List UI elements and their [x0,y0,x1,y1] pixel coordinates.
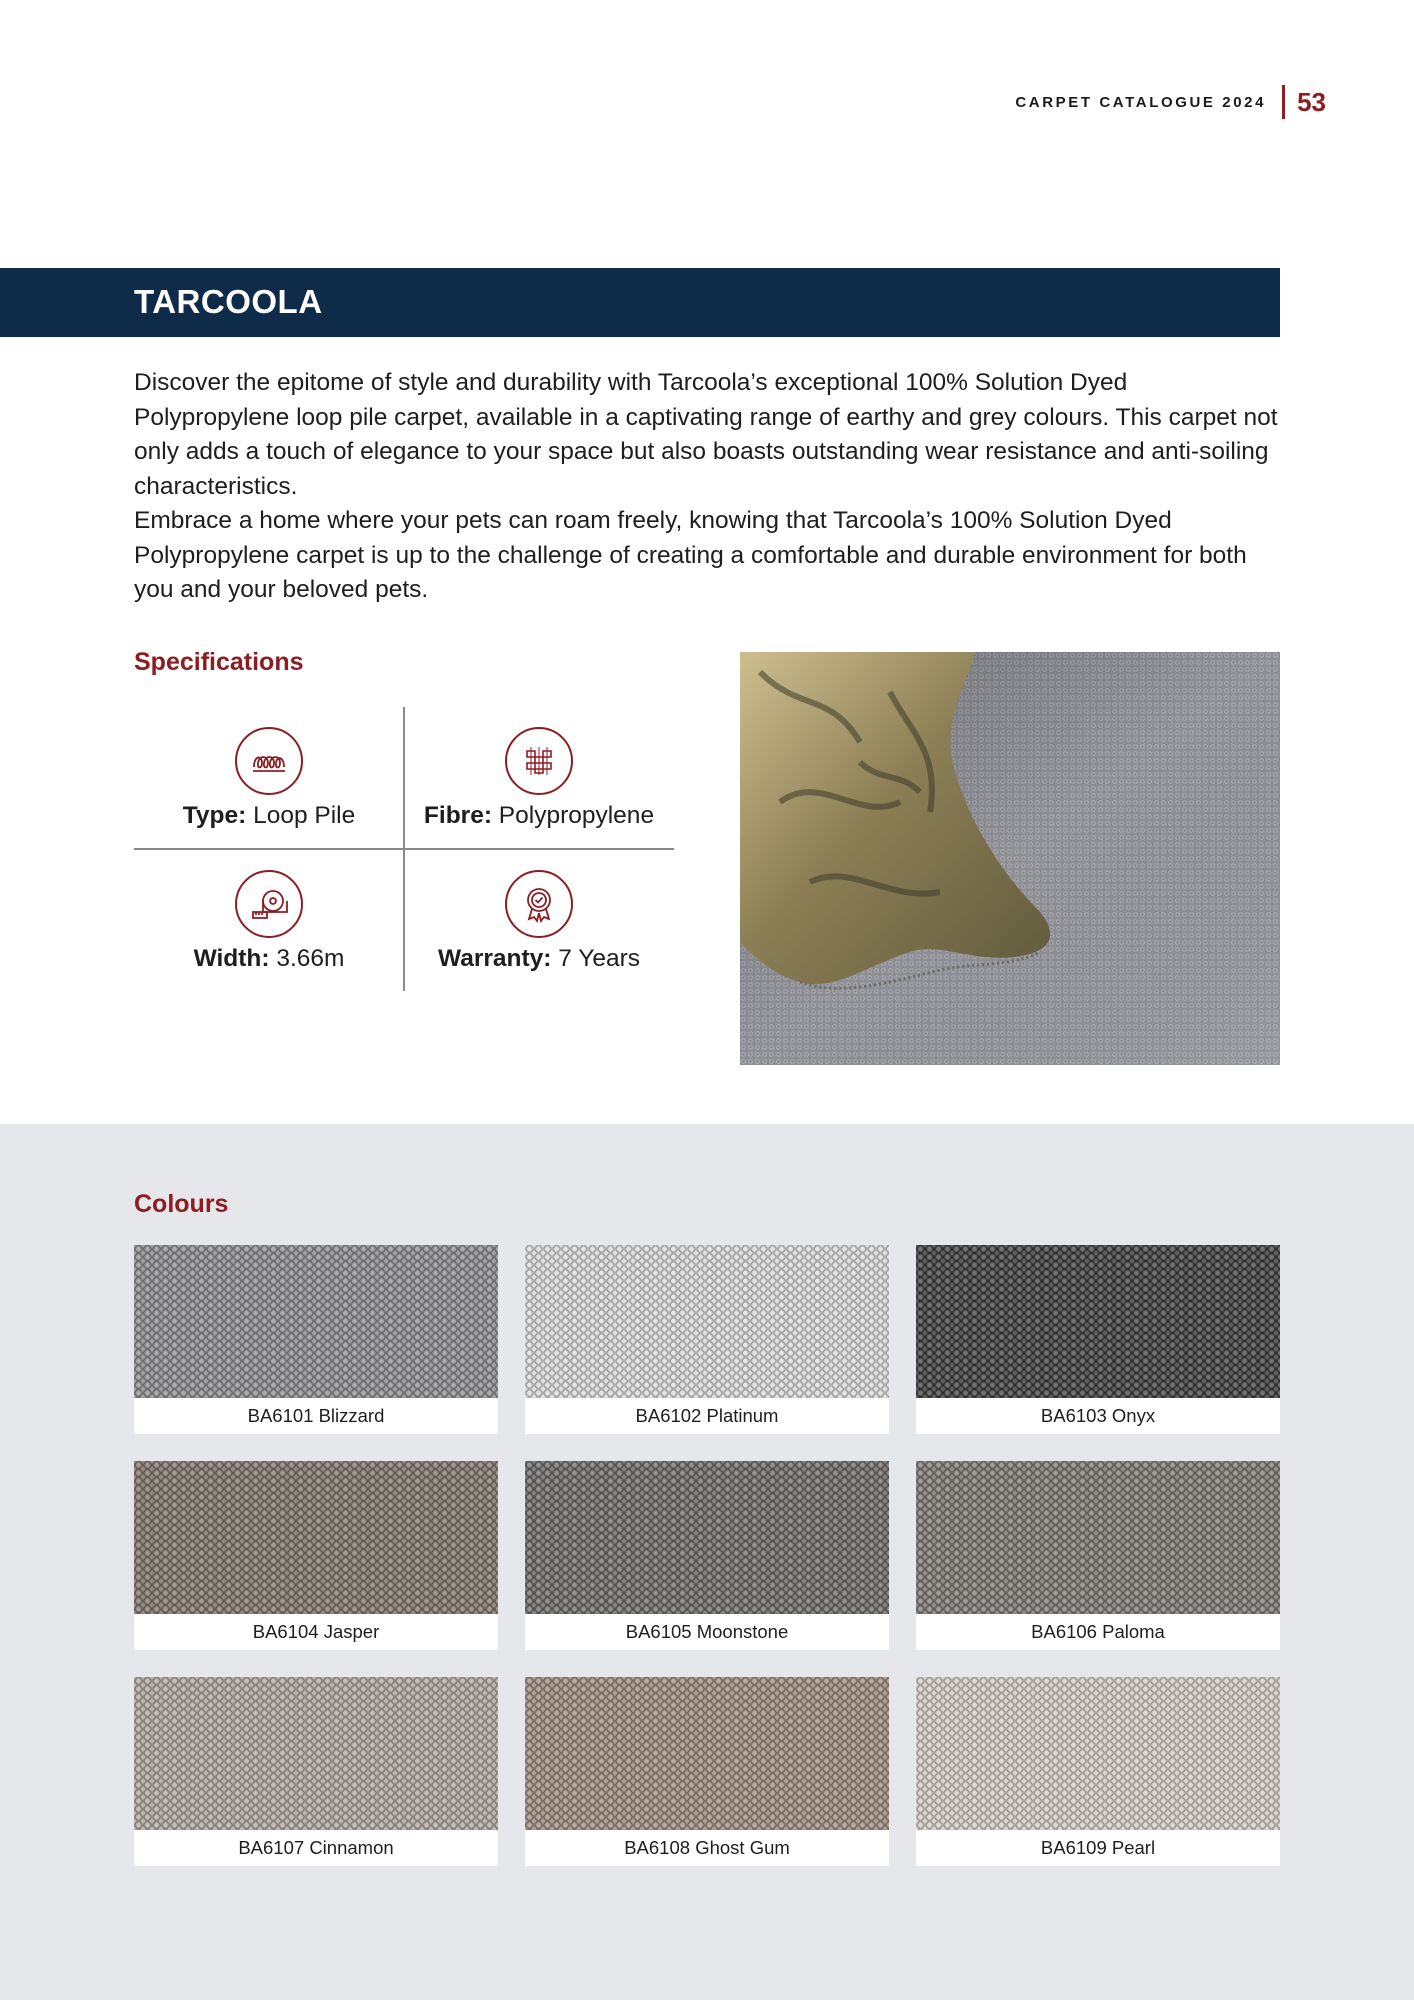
spec-fibre-text: Fibre: Polypropylene [423,802,655,829]
carpet-room-photo [740,652,1280,1065]
spec-fibre [404,707,674,848]
swatch-name: BA6104 Jasper [252,1621,380,1642]
header-divider [1282,85,1285,119]
swatch-texture [525,1677,889,1830]
swatch-texture [134,1461,498,1614]
spec-warranty-text: Warranty: 7 Years [437,945,640,972]
page-number: 53 [1297,86,1326,117]
spec-warranty [404,850,674,991]
swatch-name: BA6101 Blizzard [247,1405,385,1426]
colour-swatch [525,1677,889,1866]
colour-swatch [525,1245,889,1434]
swatch-name: BA6102 Platinum [635,1405,779,1426]
swatch-name: BA6103 Onyx [1040,1405,1156,1426]
swatch-texture [525,1461,889,1614]
fibre-weave-icon [505,727,573,795]
swatch-texture [916,1245,1280,1398]
colour-swatch [134,1677,498,1866]
page-header [1015,84,1326,120]
swatch-name: BA6106 Paloma [1031,1621,1165,1642]
swatch-texture [916,1461,1280,1614]
colour-swatch [525,1461,889,1650]
swatch-name: BA6107 Cinnamon [238,1837,394,1858]
swatch-texture [134,1245,498,1398]
catalogue-title: CARPET CATALOGUE 2024 [1015,93,1267,111]
colour-swatch [134,1461,498,1650]
description-paragraph: Discover the epitome of style and durability with Tarcoola’s exceptional 100% Solution Dyed Polypropylene loop pile carpet, available in a captivating range of earthy and grey colours. This carpet not only adds a touch of elegance to your space but also boasts outstanding wear resistance and anti-soiling characteristics. [134,369,1278,500]
colour-swatch [134,1245,498,1434]
loop-pile-icon [235,727,303,795]
swatch-texture [916,1677,1280,1830]
tape-measure-icon [235,870,303,938]
colour-swatch [916,1245,1280,1434]
specifications-heading: Specifications [134,648,304,676]
swatch-name: BA6108 Ghost Gum [624,1837,790,1858]
colours-heading: Colours [134,1190,229,1218]
swatch-name: BA6109 Pearl [1040,1837,1156,1858]
spec-width [134,850,404,991]
specifications-grid [134,707,674,991]
product-title-band [0,268,1280,337]
swatch-texture [525,1245,889,1398]
description-paragraph: Embrace a home where your pets can roam freely, knowing that Tarcoola’s 100% Solution Dyed Polypropylene carpet is up to the challenge of creating a comfortable and durable environment for both you and your beloved pets. [134,507,1247,603]
spec-type-text: Type: Loop Pile [182,802,356,829]
colour-swatch [916,1677,1280,1866]
spec-width-text: Width: 3.66m [193,945,345,972]
swatch-name: BA6105 Moonstone [625,1621,789,1642]
product-title: TARCOOLA [134,283,323,320]
spec-type [134,707,404,848]
swatch-texture [134,1677,498,1830]
warranty-badge-icon [505,870,573,938]
colour-swatch [916,1461,1280,1650]
product-description [134,366,1280,608]
